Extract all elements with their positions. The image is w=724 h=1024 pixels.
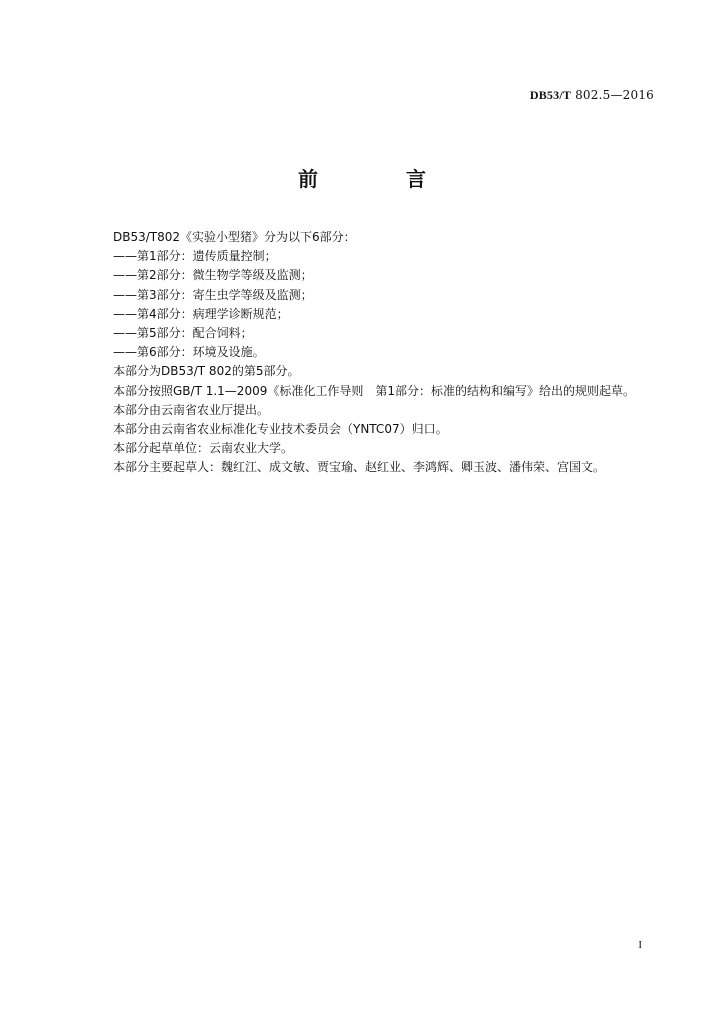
- standard-code-prefix: DB53/T: [529, 88, 572, 102]
- foreword-line: 本部分起草单位：云南农业大学。: [113, 441, 294, 456]
- foreword-body: [113, 228, 673, 477]
- foreword-line: ——第4部分：病理学诊断规范；: [113, 306, 289, 321]
- page-number: I: [638, 939, 642, 951]
- foreword-line: ——第5部分：配合饲料；: [113, 325, 253, 340]
- foreword-line: ——第3部分：寄生虫学等级及监测；: [113, 287, 313, 302]
- foreword-line: 本部分按照GB/T 1.1—2009《标准化工作导则 第1部分：标准的结构和编写》给出的规则起草。: [113, 383, 635, 398]
- foreword-line: ——第6部分：环境及设施。: [113, 345, 265, 360]
- foreword-line: 本部分由云南省农业标准化专业技术委员会（YNTC07）归口。: [113, 421, 448, 436]
- foreword-line: ——第1部分：遗传质量控制；: [113, 249, 277, 264]
- foreword-line: DB53/T802《实验小型猪》分为以下6部分：: [113, 230, 356, 244]
- foreword-line: 本部分主要起草人：魏红江、成文敏、贾宝瑜、赵红业、李鸿辉、卿玉波、潘伟荣、宫国文。: [113, 460, 606, 475]
- foreword-line: ——第2部分：微生物学等级及监测；: [113, 268, 313, 283]
- standard-code: [530, 88, 654, 103]
- foreword-line: 本部分为DB53/T 802的第5部分。: [113, 364, 300, 379]
- standard-code-number: 802.5—2016: [575, 88, 654, 102]
- page-title: 前 言: [298, 167, 460, 191]
- foreword-line: 本部分由云南省农业厅提出。: [113, 402, 270, 417]
